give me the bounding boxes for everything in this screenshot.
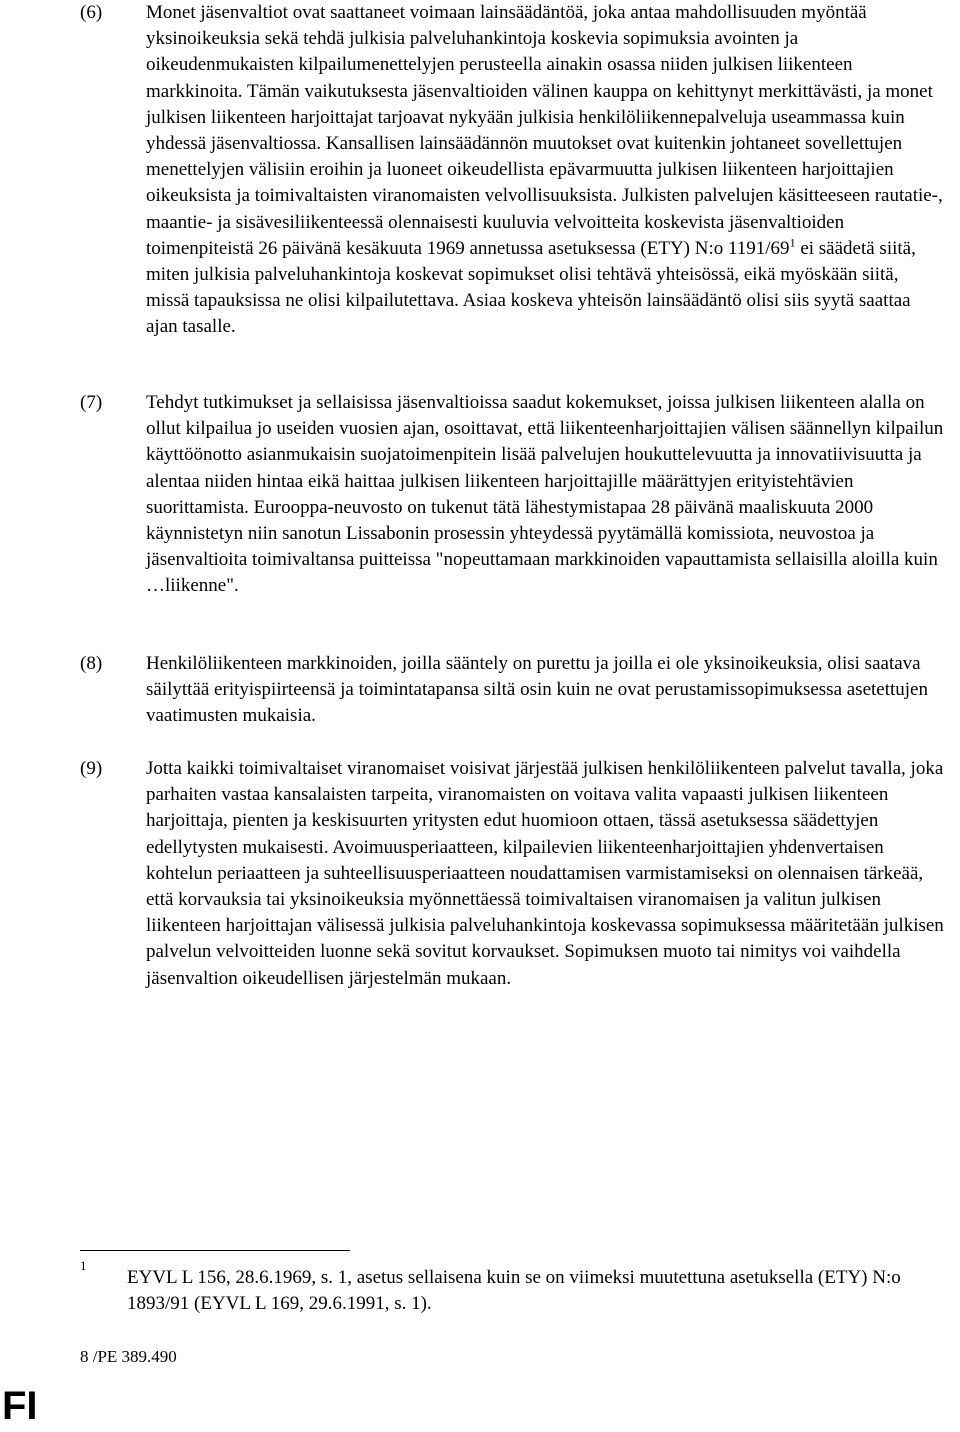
recital-text: Henkilöliikenteen markkinoiden, joilla sääntely on purettu ja joilla ei ole yksinoikeuksia, olisi saatava säilyttää erityispiirteensä ja toimintatapansa siltä osin kuin ne ovat perustamissopimuksessa asetettujen vaatimusten mukaisia. <box>146 653 928 727</box>
recital-text <box>146 0 946 341</box>
recital-text-part-b: ei säädetä siitä, miten julkisia palveluhankintoja koskevat sopimukset olisi tehtävä yhteisössä, eikä myöskään siitä, missä tapauksissa ne olisi kilpailutettava. Asiaa koskeva yhteisön lainsäädäntö olisi siis syytä saattaa ajan tasalle. <box>146 237 916 338</box>
footnote-separator <box>80 1250 350 1251</box>
recital-text: Tehdyt tutkimukset ja sellaisissa jäsenvaltioissa saadut kokemukset, joissa julkisen liikenteen alalla on ollut kilpailua jo useiden vuosien ajan, osoittavat, että liikenteenharjoittajien välisen säännellyn kilpailun käyttöönotto asianmukaisin suojatoimenpitein lisää palvelujen houkuttelevuutta ja innovatiivisuutta ja alentaa niiden hintaa eikä haittaa julkisen liikenteen harjoittajille määrättyjen erityistehtävien suorittamista. Eurooppa-neuvosto on tukenut tätä lähestymistapaa 28 päivänä maaliskuuta 2000 käynnistetyn niin sanotun Lissabonin prosessin yhteydessä pyytämällä komissiota, neuvostoa ja jäsenvaltioita toimivaltansa puitteissa "nopeuttamaan markkinoiden vapauttamista sellaisilla aloilla kuin …liikenne". <box>146 392 944 597</box>
recital-text-part-a: Monet jäsenvaltiot ovat saattaneet voimaan lainsäädäntöä, joka antaa mahdollisuuden myöntää yksinoikeuksia sekä tehdä julkisia palveluhankintoja koskevia sopimuksia avointen ja oikeudenmukaisten kilpailumenettelyjen perusteella ainakin osassa niiden julkisen liikenteen markkinoita. Tämän vaikutuksesta jäsenvaltioiden välinen kauppa on kehittynyt merkittävästi, ja monet julkisen liikenteen harjoittajat tarjoavat nykyään julkisia henkilöliikennepalveluja useammassa kuin yhdessä jäsenvaltiossa. Kansallisen lainsäädännön muutokset ovat kuitenkin johtaneet sovellettujen menettelyjen välisiin eroihin ja luoneet oikeudellista epävarmuutta julkisen liikenteen harjoittajien oikeuksista ja toimivaltaisten viranomaisten velvollisuuksista. Julkisten palvelujen käsitteeseen rautatie-, maantie- ja sisävesiliikenteessä olennaisesti kuuluvia velvoitteita koskevista jäsenvaltioiden toimenpiteistä 26 päivänä kesäkuuta 1969 annetussa asetuksessa (ETY) N:o 1191/69 <box>146 2 943 259</box>
recital-number: (7) <box>80 392 103 413</box>
page-reference: 8 /PE 389.490 <box>80 1347 177 1366</box>
footnote-text: EYVL L 156, 28.6.1969, s. 1, asetus sellaisena kuin se on viimeksi muutettuna asetuksella (ETY) N:o 1893/91 (EYVL L 169, 29.6.1991, s. 1). <box>127 1267 901 1314</box>
recital-text: Jotta kaikki toimivaltaiset viranomaiset voisivat järjestää julkisen henkilöliikenteen palvelut tavalla, joka parhaiten vastaa kansalaisten tarpeita, viranomaisten on voitava valita vapaasti julkisen liikenteen harjoittaja, pienten ja keskisuurten yritysten edut huomioon ottaen, tässä asetuksessa säädettyjen edellytysten mukaisesti. Avoimuusperiaatteen, kilpailevien liikenteenharjoittajien yhdenvertaisen kohtelun periaatteen ja suhteellisuusperiaatteen noudattamisen varmistamiseksi on olennaisen tärkeää, että korvauksia tai yksinoikeuksia myönnettäessä toimivaltaisen viranomaisen ja valitun julkisen liikenteen harjoittajan välisessä julkisia palveluhankintoja koskevassa sopimuksessa määritetään julkisen palvelun velvoitteiden luonne sekä sovitut korvaukset. Sopimuksen muoto tai nimitys voi vaihdella jäsenvaltion oikeudellisen järjestelmän mukaan. <box>146 758 944 989</box>
recital-number: (6) <box>80 2 103 23</box>
language-code: FI <box>2 1384 38 1428</box>
footnote-number: 1 <box>80 1258 87 1273</box>
footnote-reference[interactable]: 1 <box>789 235 796 250</box>
recital-number: (8) <box>80 653 103 674</box>
recital-number: (9) <box>80 758 103 779</box>
